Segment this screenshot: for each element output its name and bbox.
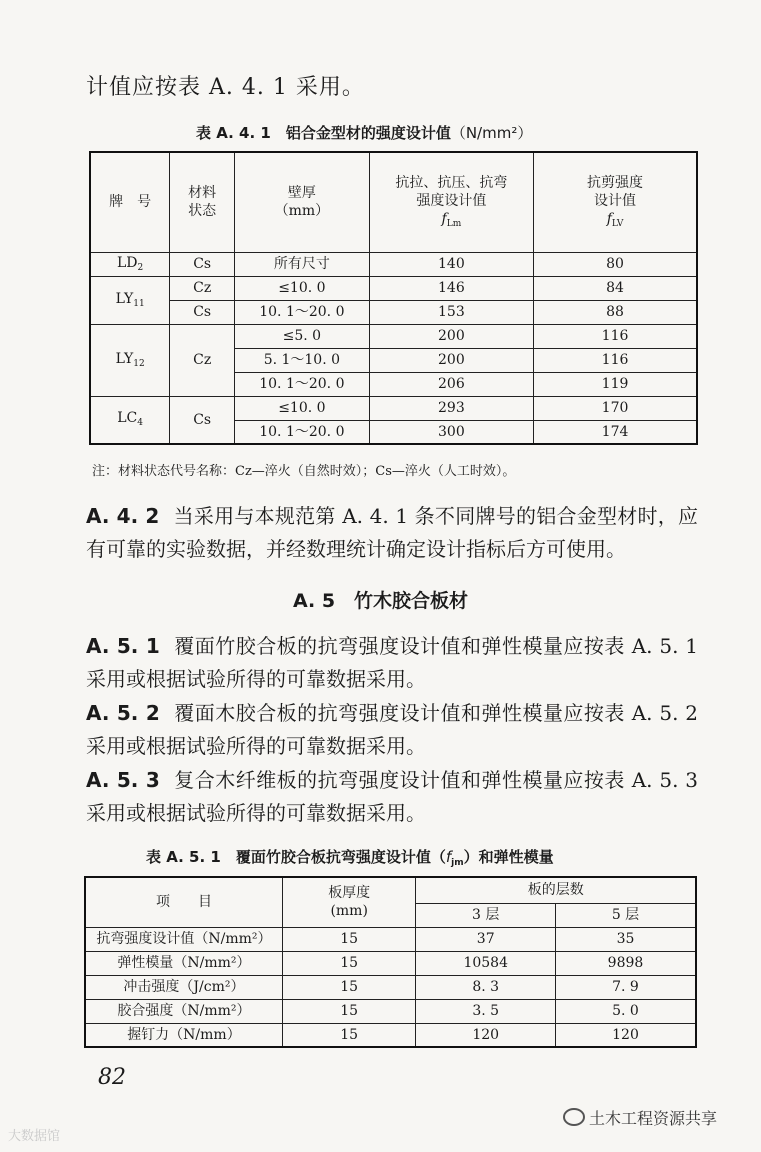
table-a41-header-row	[90, 152, 697, 252]
grade-ly11: $LY_{11}$	[90, 276, 170, 324]
table-row: $LD_2$ Cs 所有尺寸 140 80	[90, 252, 697, 276]
table-a51	[84, 876, 697, 1048]
col-layers: 板的层数	[416, 877, 696, 903]
table-row: 10. 1～20. 0 206 119	[90, 372, 697, 396]
grade-ly12: $LY_{12}$	[90, 324, 170, 396]
wechat-icon	[563, 1108, 585, 1126]
col-5-layer: 5 层	[555, 903, 696, 927]
table-row: 握钉力（N/mm） 15 120 120	[85, 1023, 696, 1047]
table-row: 冲击强度（J/cm²） 15 8. 3 7. 9	[85, 975, 696, 999]
clause-a53: A. 5. 3 复合木纤维板的抗弯强度设计值和弹性模量应按表 A. 5. 3采用或根据试验所得的可靠数据采用。	[86, 768, 698, 825]
col-grade: 牌 号	[90, 152, 170, 252]
table-row: 抗弯强度设计值（N/mm²） 15 37 35	[85, 927, 696, 951]
col-shear: 抗剪强度 设计值 $f_{LV}$	[534, 152, 697, 252]
table-row: Cs 10. 1～20. 0 153 88	[90, 300, 697, 324]
grade-lc4: $LC_4$	[90, 396, 170, 444]
col-thickness: 壁厚 （mm）	[235, 152, 370, 252]
clause-a52: A. 5. 2 覆面木胶合板的抗弯强度设计值和弹性模量应按表 A. 5. 2采用或根据试验所得的可靠数据采用。	[86, 701, 698, 758]
clause-a42: A. 4. 2 当采用与本规范第 A. 4. 1 条不同牌号的铝合金型材时，应有可靠的实验数据，并经数理统计确定设计指标后方可使用。	[86, 504, 698, 561]
table-row: $LC_4$ Cs ≤10. 0 293 170	[90, 396, 697, 420]
section-title: A. 5 竹木胶合板材	[292, 590, 469, 612]
table-row: 弹性模量（N/mm²） 15 10584 9898	[85, 951, 696, 975]
table-row: $LY_{11}$ Cz ≤10. 0 146 84	[90, 276, 697, 300]
watermark-right: 土木工程资源共享	[563, 1106, 717, 1129]
table-row: 10. 1～20. 0 300 174	[90, 420, 697, 444]
watermark-left: 大数据馆	[8, 1129, 61, 1144]
table-a51-header-row	[85, 877, 696, 903]
table-a41-note: 注：材料状态代号名称：Cz—淬火（自然时效）；Cs—淬火（人工时效）。	[92, 464, 516, 479]
table-row: 胶合强度（N/mm²） 15 3. 5 5. 0	[85, 999, 696, 1023]
col-tensile: 抗拉、抗压、抗弯 强度设计值 $f_{Lm}$	[369, 152, 533, 252]
table-a51-caption: 表 A. 5. 1 覆面竹胶合板抗弯强度设计值$(f_{jm})$和弹性模量	[146, 848, 554, 868]
table-row: 5. 1～10. 0 200 116	[90, 348, 697, 372]
grade-ld2: $LD_2$	[90, 252, 170, 276]
col-item: 项 目	[85, 877, 282, 927]
table-a41-caption: 表 A. 4. 1 铝合金型材的强度设计值（N/mm²）	[196, 124, 533, 142]
intro-text: 计值应按表 A. 4. 1 采用。	[86, 75, 365, 100]
col-board-thickness: 板厚度 (mm)	[282, 877, 416, 927]
table-a41	[89, 151, 698, 445]
col-state: 材料 状态	[170, 152, 235, 252]
col-3-layer: 3 层	[416, 903, 556, 927]
table-row: $LY_{12}$ Cz ≤5. 0 200 116	[90, 324, 697, 348]
clause-a51: A. 5. 1 覆面竹胶合板的抗弯强度设计值和弹性模量应按表 A. 5. 1采用或根据试验所得的可靠数据采用。	[86, 634, 698, 691]
page-number: 82	[98, 1065, 126, 1090]
